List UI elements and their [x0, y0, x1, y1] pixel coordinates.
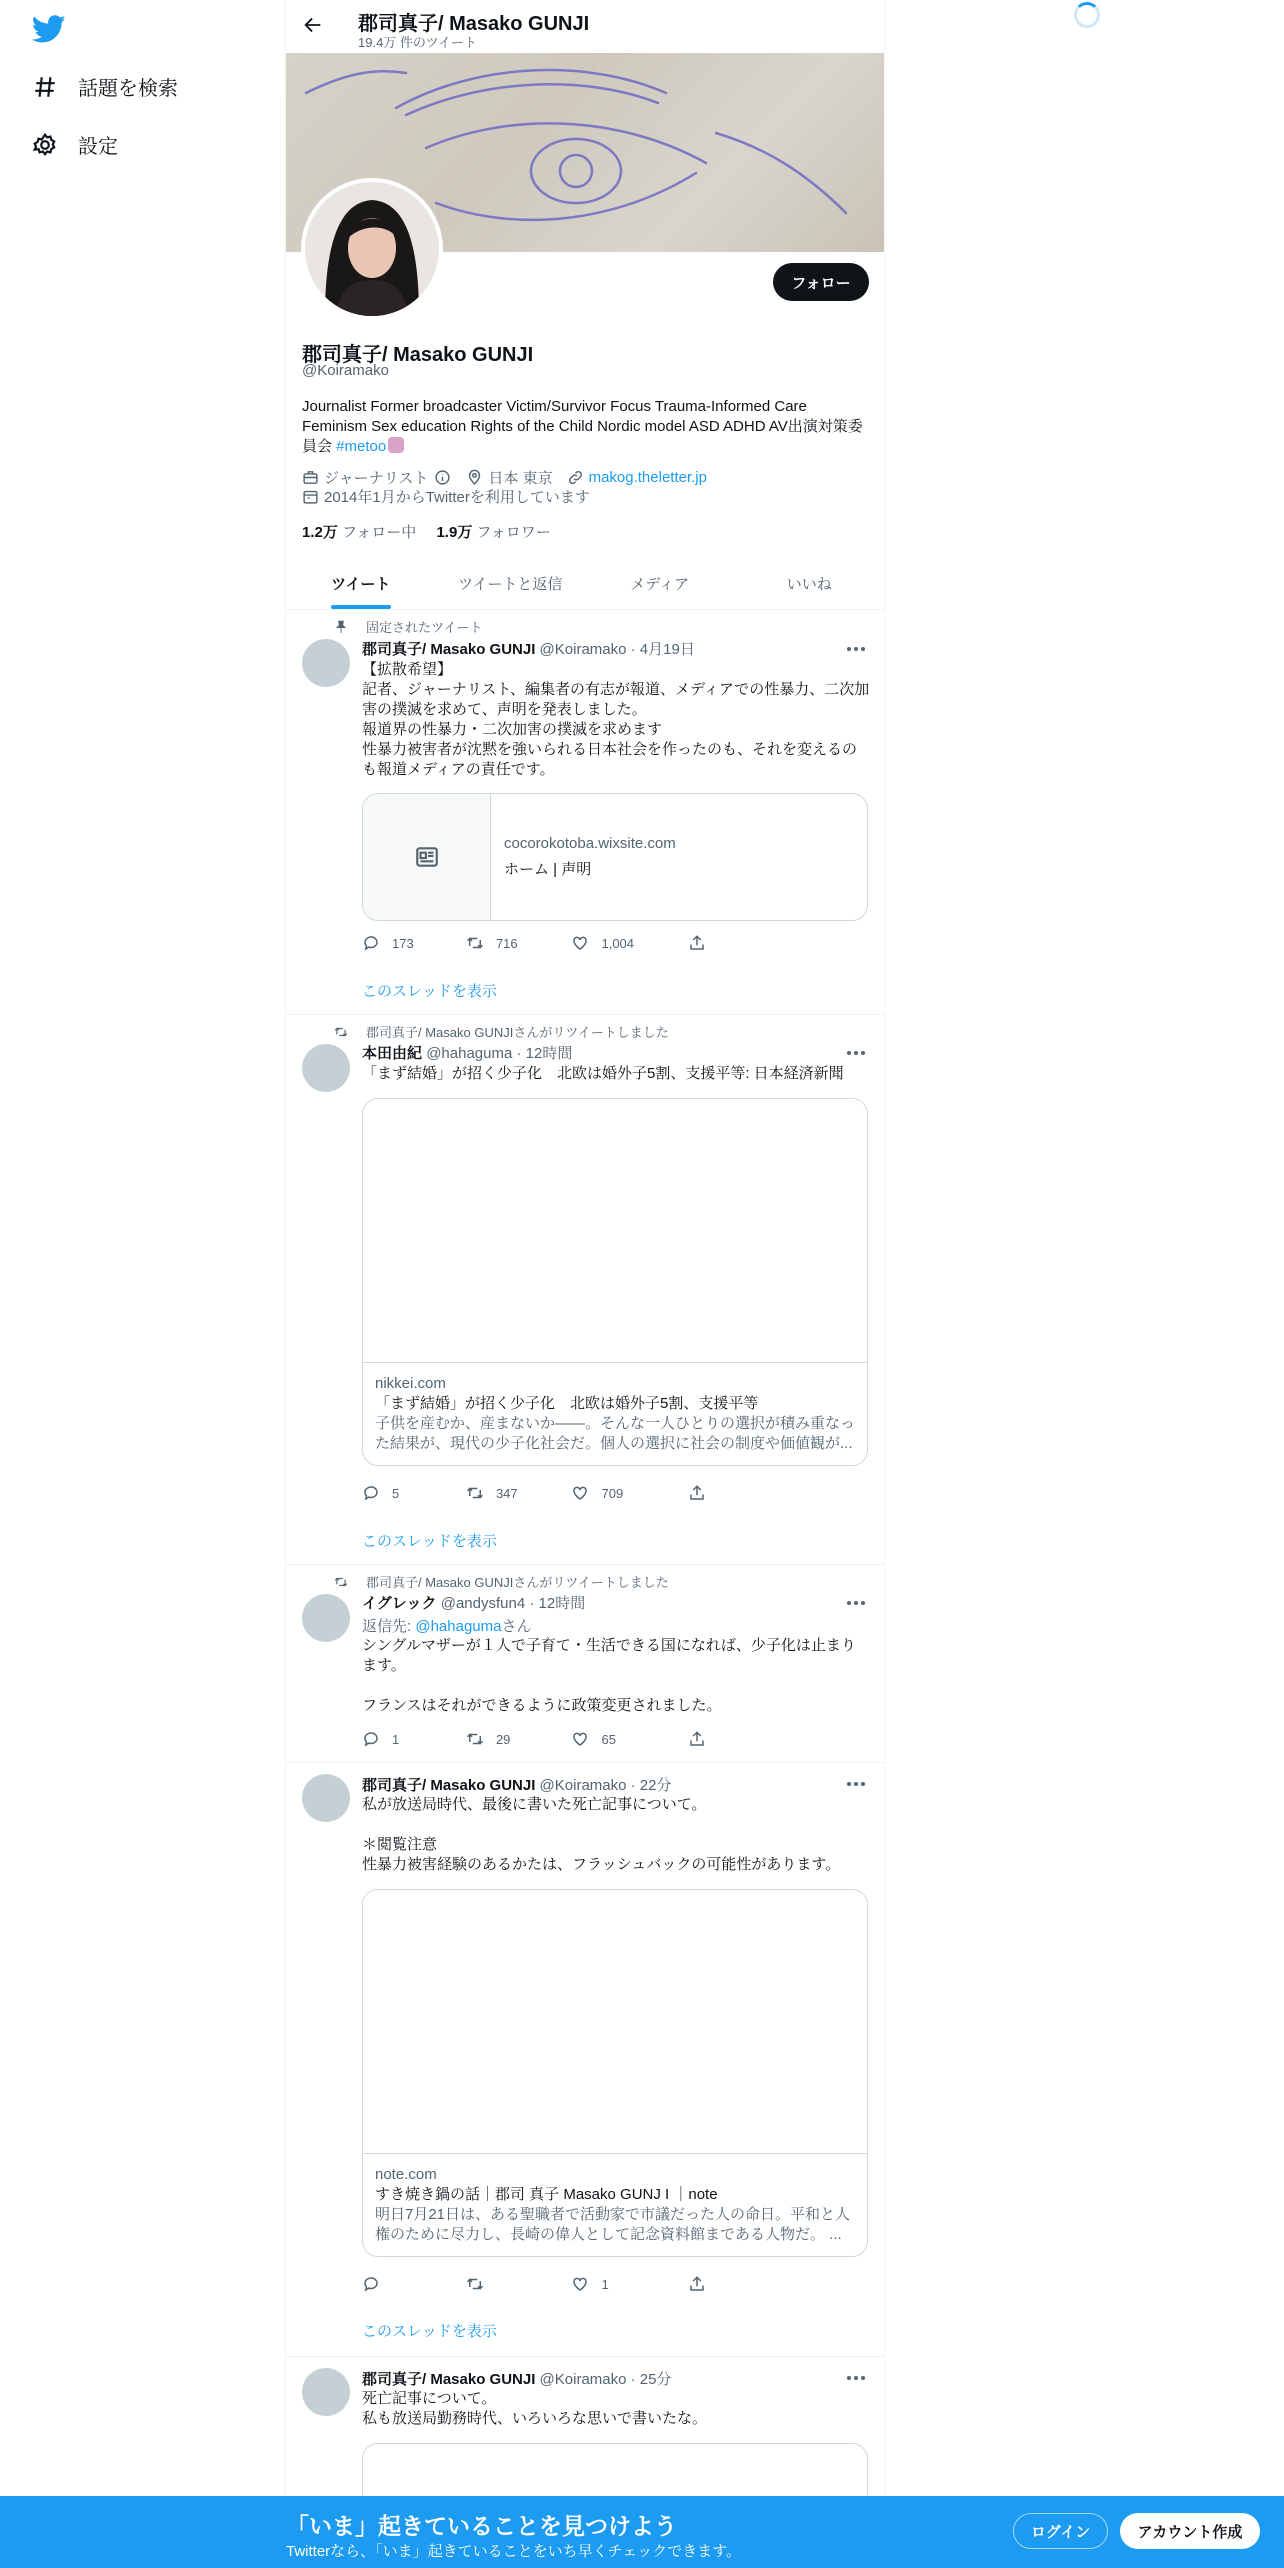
signup-banner-title: 「いま」起きていることを見つけよう — [286, 2513, 677, 2539]
retweet-icon — [334, 1575, 348, 1589]
more-options-icon[interactable] — [846, 646, 866, 652]
share-button[interactable] — [688, 1730, 792, 1748]
tweet-header — [362, 638, 695, 659]
retweet-button[interactable] — [466, 934, 572, 952]
bio-hashtag-link[interactable]: #metoo — [336, 438, 387, 455]
avatar[interactable] — [302, 1594, 350, 1642]
tweet-actions — [362, 934, 792, 952]
share-icon — [688, 2275, 706, 2293]
like-button[interactable] — [571, 1730, 688, 1748]
link-card[interactable] — [362, 793, 868, 921]
signup-button[interactable]: アカウント作成 — [1120, 2513, 1260, 2549]
tweet-handle-time[interactable]: @Koiramako · 4月19日 — [539, 641, 695, 658]
like-count: 1,004 — [601, 935, 635, 951]
nav-settings[interactable] — [32, 130, 118, 159]
like-button[interactable] — [571, 2275, 688, 2293]
reply-icon — [362, 1484, 380, 1502]
retweet-count: 29 — [495, 1731, 511, 1747]
tweet-text: 【拡散希望】 記者、ジャーナリスト、編集者の有志が報道、メディアでの性暴力、二次加害の撲滅を求めて、声明を発表しました。 報道界の性暴力・二次加害の撲滅を求めます 性暴力被害者が沈黙を強いられる日本社会を作ったのも、それを変えるのも報道メディアの責任です。 — [362, 661, 870, 778]
reply-to-prefix: 返信先: — [362, 1618, 416, 1635]
more-options-icon[interactable] — [846, 1781, 866, 1787]
share-button[interactable] — [688, 1484, 792, 1502]
divider — [286, 1014, 884, 1015]
tweet-handle-time[interactable]: @hahaguma · 12時間 — [426, 1045, 573, 1062]
tweet-text: 「まず結婚」が招く少子化 北欧は婚外子5割、支援平等: 日本経済新聞 — [362, 1065, 844, 1082]
reply-to-line — [362, 1615, 531, 1636]
link-card[interactable] — [362, 1889, 868, 2257]
card-domain: note.com — [375, 2166, 437, 2183]
calendar-icon — [302, 488, 319, 505]
profile-tabs — [286, 558, 884, 610]
link-icon — [567, 469, 584, 486]
tweet-author-name[interactable]: 本田由紀 — [362, 1045, 423, 1062]
follow-button[interactable]: フォロー — [773, 263, 869, 301]
retweet-button[interactable] — [466, 2275, 572, 2293]
tweet-handle-time[interactable]: @Koiramako · 22分 — [539, 1777, 672, 1794]
reply-button[interactable] — [362, 1730, 466, 1748]
tweet-header — [362, 1592, 585, 1613]
profile-handle: @Koiramako — [302, 362, 389, 379]
gear-icon — [32, 132, 58, 158]
avatar[interactable] — [302, 2368, 350, 2416]
card-thumbnail — [363, 794, 491, 920]
tab-tweets-and-replies[interactable]: ツイートと返信 — [458, 576, 563, 593]
header-tweet-count: 19.4万 件のツイート — [358, 35, 478, 50]
divider — [286, 2356, 884, 2357]
tab-tweets[interactable]: ツイート — [286, 558, 436, 609]
card-domain: nikkei.com — [375, 1375, 446, 1392]
reply-button[interactable] — [362, 1484, 466, 1502]
retweet-indicator — [334, 1022, 669, 1041]
profile-url-link[interactable]: makog.theletter.jp — [588, 469, 707, 486]
more-options-icon[interactable] — [846, 1600, 866, 1606]
reply-icon — [362, 2275, 380, 2293]
profile-profession: ジャーナリスト — [324, 470, 429, 487]
profile-meta-row — [302, 467, 707, 488]
retweet-icon — [466, 1484, 484, 1502]
show-thread-link[interactable]: このスレッドを表示 — [362, 2323, 497, 2340]
following-count: 1.2万 — [302, 524, 338, 541]
more-options-icon[interactable] — [846, 1050, 866, 1056]
location-pin-icon — [466, 469, 483, 486]
profile-joined: 2014年1月からTwitterを利用しています — [324, 489, 590, 506]
ribbon-emoji-icon — [388, 437, 404, 453]
more-options-icon[interactable] — [846, 2375, 866, 2381]
reply-count: 1 — [392, 1731, 400, 1747]
divider — [286, 1564, 884, 1565]
card-image — [363, 1890, 867, 2154]
reply-button[interactable] — [362, 2275, 466, 2293]
card-description: 明日7月21日は、ある聖職者で活動家で市議だった人の命日。平和と人権のために尽力し、長崎の偉人として記念資料館まである人物だ。 ... — [375, 2206, 851, 2243]
retweet-icon — [466, 934, 484, 952]
heart-icon — [571, 934, 589, 952]
heart-icon — [571, 1730, 589, 1748]
retweet-icon — [466, 1730, 484, 1748]
followers-label: フォロワー — [476, 524, 551, 541]
hashtag-icon — [32, 74, 58, 100]
tab-likes[interactable]: いいね — [786, 576, 832, 593]
profile-name: 郡司真子/ Masako GUNJI — [302, 344, 534, 366]
profile-location: 日本 東京 — [488, 470, 553, 487]
tab-media[interactable]: メディア — [630, 576, 690, 593]
pinned-indicator — [334, 617, 482, 636]
share-icon — [688, 1730, 706, 1748]
retweet-icon — [334, 1025, 348, 1039]
share-icon — [688, 1484, 706, 1502]
card-description: 子供を産むか、産まないか――。そんな一人ひとりの選択が積み重なった結果が、現代の少子化社会だ。個人の選択に社会の制度や価値観が... — [375, 1415, 855, 1452]
link-card[interactable] — [362, 1098, 868, 1466]
like-count: 1 — [601, 2276, 609, 2292]
share-button[interactable] — [688, 934, 792, 952]
back-arrow-icon[interactable] — [302, 14, 324, 36]
retweet-indicator-label[interactable]: 郡司真子/ Masako GUNJIさんがリツイートしました — [366, 1575, 669, 1590]
following-link[interactable] — [302, 524, 416, 541]
pin-icon — [334, 620, 348, 634]
pinned-label: 固定されたツイート — [366, 620, 483, 635]
show-thread-link[interactable]: このスレッドを表示 — [362, 983, 497, 1000]
heart-icon — [571, 1484, 589, 1502]
reply-to-mention[interactable]: @hahaguma — [415, 1618, 502, 1635]
reply-count: 5 — [392, 1485, 400, 1501]
reply-count: 173 — [392, 935, 414, 951]
card-title: 「まず結婚」が招く少子化 北欧は婚外子5割、支援平等 — [375, 1395, 759, 1412]
reply-icon — [362, 1730, 380, 1748]
tweet-actions — [362, 2275, 792, 2293]
article-icon — [414, 844, 440, 870]
avatar[interactable] — [302, 1774, 350, 1822]
tweet-author-name[interactable]: イグレック — [362, 1595, 437, 1612]
heart-icon — [571, 2275, 589, 2293]
like-button[interactable] — [571, 934, 688, 952]
like-button[interactable] — [571, 1484, 688, 1502]
briefcase-icon — [302, 469, 319, 486]
profile-bio — [302, 397, 872, 457]
avatar-photo — [305, 182, 439, 316]
header-name: 郡司真子/ Masako GUNJI — [358, 13, 590, 35]
like-count: 709 — [601, 1485, 624, 1501]
retweet-count: 716 — [495, 935, 518, 951]
avatar[interactable] — [302, 1044, 350, 1092]
retweet-icon — [466, 2275, 484, 2293]
followers-count: 1.9万 — [436, 524, 473, 541]
followers-link[interactable] — [436, 524, 550, 541]
reply-to-suffix: さん — [501, 1618, 532, 1635]
retweet-indicator — [334, 1572, 669, 1591]
nav-explore-label: 話題を検索 — [78, 78, 178, 100]
tweet-actions — [362, 1730, 792, 1748]
divider — [286, 1762, 884, 1763]
nav-settings-label: 設定 — [78, 136, 118, 158]
tweet-author-name[interactable]: 郡司真子/ Masako GUNJI — [362, 1777, 536, 1794]
tweet-author-name[interactable]: 郡司真子/ Masako GUNJI — [362, 641, 536, 658]
retweet-indicator-label[interactable]: 郡司真子/ Masako GUNJIさんがリツイートしました — [366, 1025, 669, 1040]
following-label: フォロー中 — [342, 524, 417, 541]
tweet-handle-time[interactable]: @andysfun4 · 12時間 — [440, 1595, 586, 1612]
tweet-handle-time[interactable]: @Koiramako · 25分 — [539, 2371, 672, 2388]
card-domain: cocorokotoba.wixsite.com — [504, 835, 676, 852]
tweet-actions — [362, 1484, 792, 1502]
tweet-header — [362, 1774, 672, 1795]
like-count: 65 — [601, 1731, 616, 1747]
tweet-header — [362, 2368, 672, 2389]
tweet-text: 死亡記事について。 私も放送局勤務時代、いろいろな思いで書いたな。 — [362, 2390, 708, 2427]
retweet-button[interactable] — [466, 1484, 572, 1502]
info-icon[interactable] — [434, 469, 451, 486]
login-button[interactable]: ログイン — [1013, 2513, 1108, 2549]
nav-explore[interactable] — [32, 72, 178, 101]
avatar[interactable] — [302, 639, 350, 687]
loading-spinner-icon — [1074, 2, 1100, 28]
retweet-count: 347 — [495, 1485, 518, 1501]
profile-avatar[interactable] — [301, 178, 443, 320]
tweet-author-name[interactable]: 郡司真子/ Masako GUNJI — [362, 2371, 536, 2388]
profile-joined-row — [302, 486, 590, 507]
card-title: ホーム | 声明 — [504, 861, 592, 878]
show-thread-link[interactable]: このスレッドを表示 — [362, 1533, 497, 1550]
signup-banner-subtitle: Twitterなら、「いま」起きていることをいち早くチェックできます。 — [286, 2543, 742, 2560]
card-title: すき焼き鍋の話｜郡司 真子 Masako GUNJ I ｜note — [375, 2186, 718, 2203]
share-button[interactable] — [688, 2275, 792, 2293]
share-icon — [688, 934, 706, 952]
tweet-text: 私が放送局時代、最後に書いた死亡記事について。 ＊閲覧注意 性暴力被害経験のあるかたは、フラッシュバックの可能性があります。 — [362, 1796, 841, 1873]
bio-text: Journalist Former broadcaster Victim/Survivor Focus Trauma-Informed Care Feminism Sex education Rights of the Child Nordic model ASD ADHD AV出演対策委員会 — [302, 398, 863, 455]
tweet-header — [362, 1042, 572, 1063]
reply-button[interactable] — [362, 934, 466, 952]
profile-stats — [302, 521, 551, 542]
retweet-button[interactable] — [466, 1730, 572, 1748]
tweet-text: シングルマザーが１人で子育て・生活できる国になれば、少子化は止まります。 フランスはそれができるように政策変更されました。 — [362, 1637, 856, 1714]
twitter-logo-icon[interactable] — [32, 12, 66, 46]
reply-icon — [362, 934, 380, 952]
card-image — [363, 1099, 867, 1363]
